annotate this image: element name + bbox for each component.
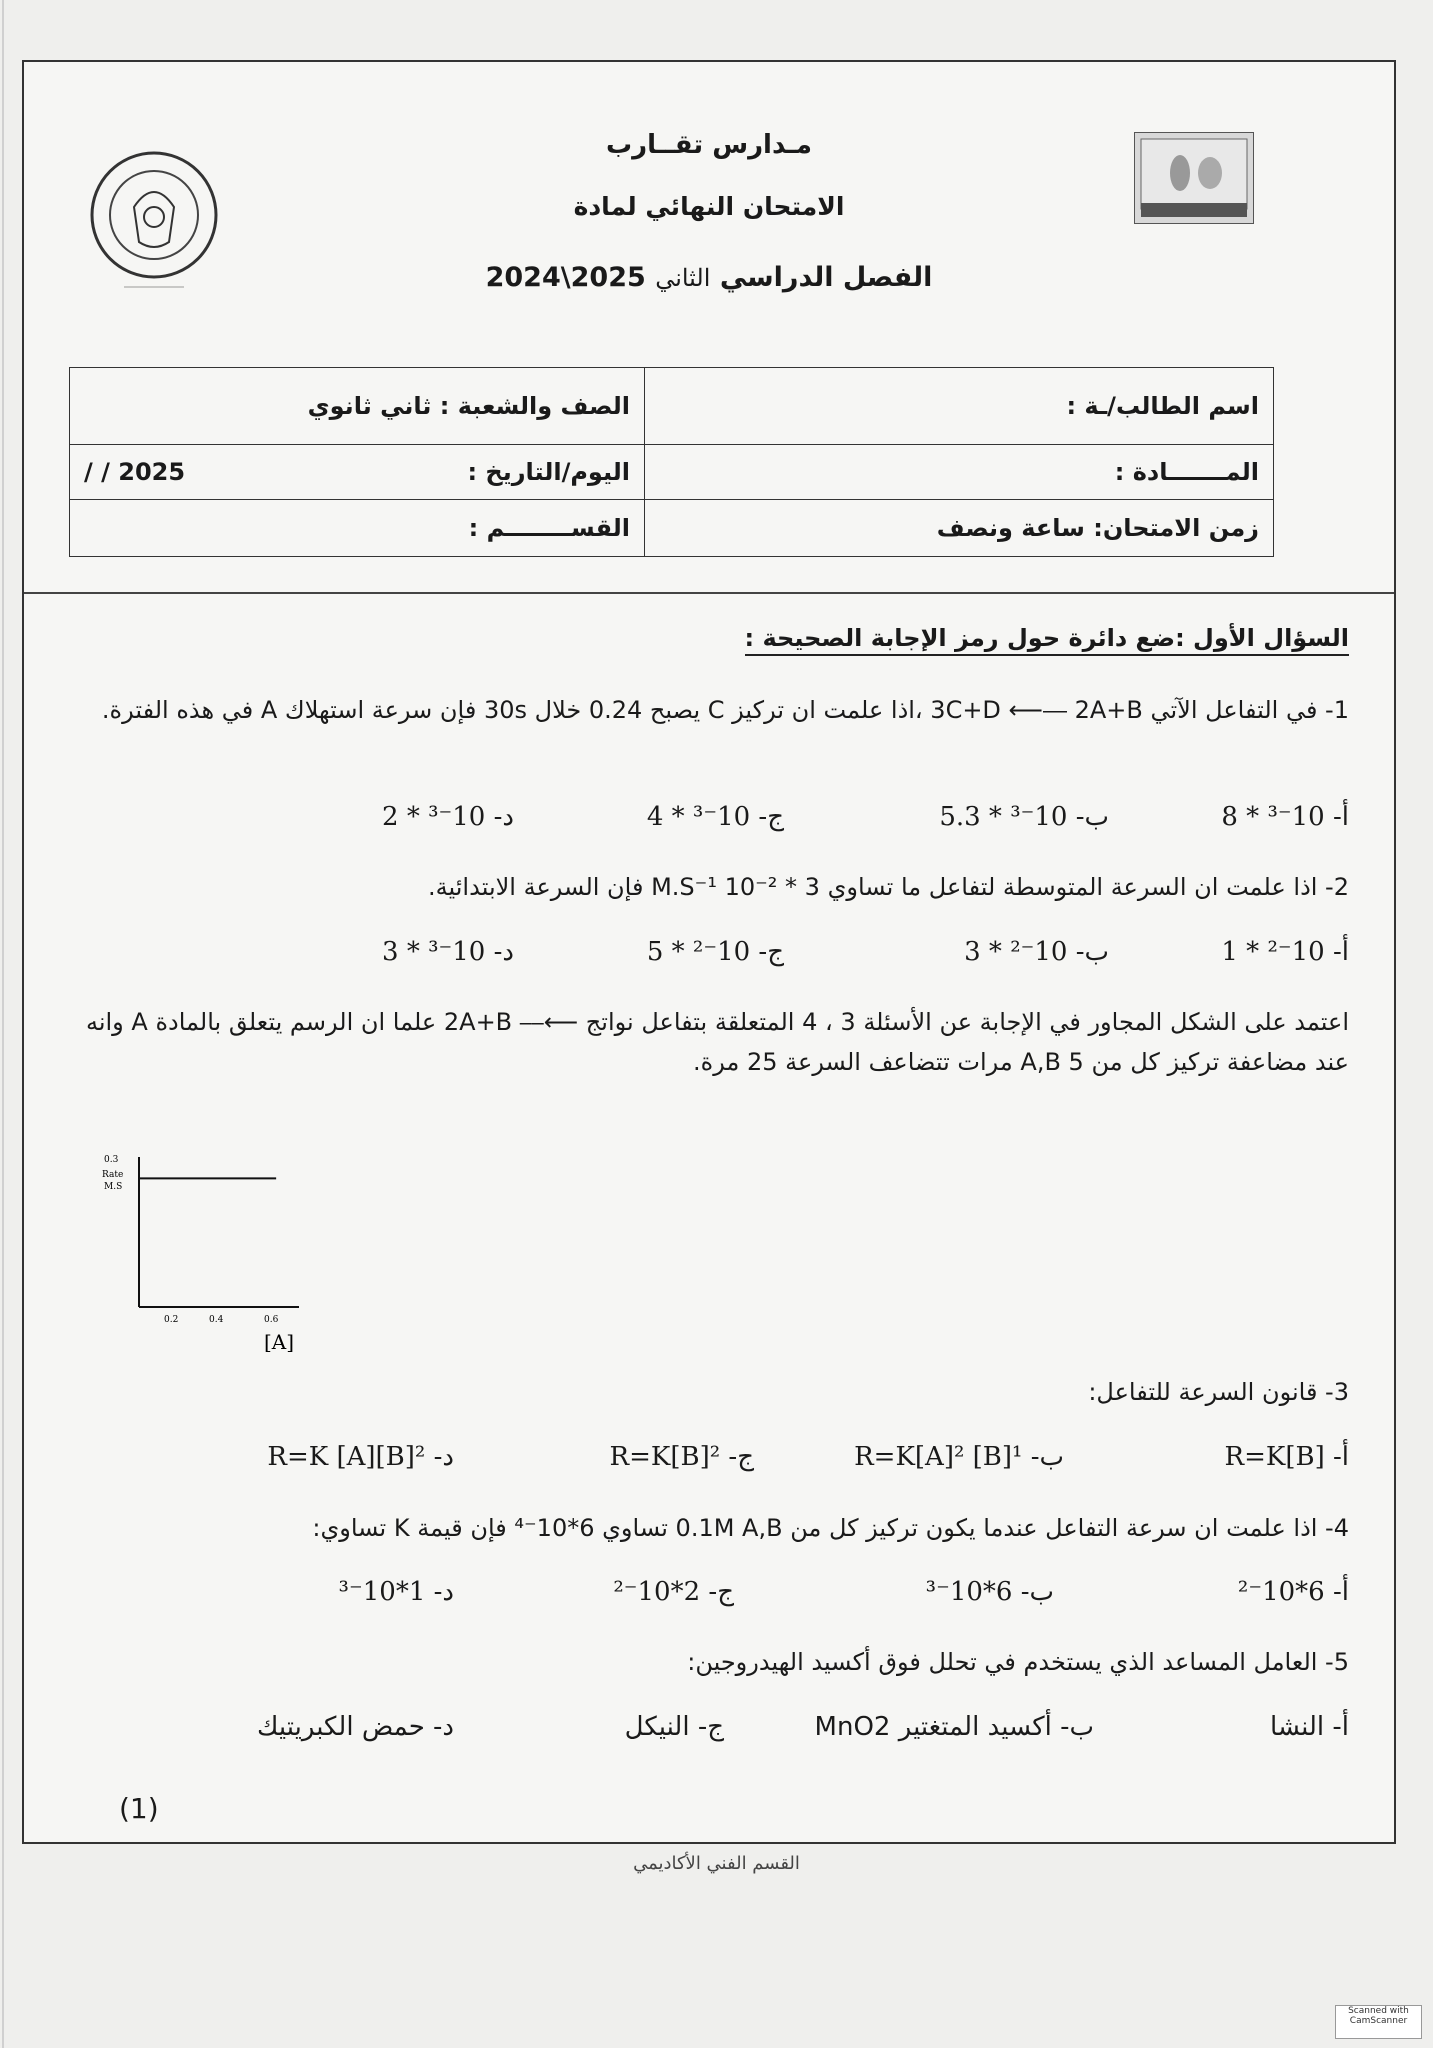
q2-option-c[interactable]: ج- 10⁻² * 5 [646,937,784,967]
q2-option-d[interactable]: د- 10⁻³ * 3 [382,937,514,967]
department-field[interactable]: القســــــــم : [70,500,645,557]
student-name-field[interactable]: اسم الطالب/ـة : [645,368,1274,445]
semester-handwritten: الثاني [655,264,711,292]
x-tick-label-2: 0.6 [264,1315,279,1325]
y-axis-label-unit: M.S [104,1182,123,1192]
q1-options [24,802,1394,842]
q4-option-b[interactable]: ب- 6*10⁻³ [925,1577,1054,1607]
q5-option-b[interactable]: ب- أكسيد المتغتير MnO2 [814,1712,1094,1742]
subject-field[interactable]: المـــــــادة : [645,445,1274,500]
semester-label: الفصل الدراسي [719,262,933,293]
x-tick-label-1: 0.4 [209,1315,224,1325]
x-tick-label-0: 0.2 [164,1315,179,1325]
q5-options [24,1712,1394,1752]
q3-options [24,1442,1394,1482]
q3-option-a[interactable]: أ- R=K[B] [1224,1442,1349,1472]
footer-text: القسم الفني الأكاديمي [633,1853,800,1874]
q5-option-c[interactable]: ج- النيكل [624,1712,724,1742]
semester-line [24,262,1394,293]
q3-option-c[interactable]: ج- R=K[B]² [609,1442,754,1472]
question-1-heading: السؤال الأول :ضع دائرة حول رمز الإجابة الصحيحة : [745,624,1349,656]
date-value: 2025 / / [84,458,186,487]
academic-year: 2025\2024 [485,262,646,293]
y-tick-label: 0.3 [104,1155,119,1165]
q2-text: 2- اذا علمت ان السرعة المتوسطة لتفاعل ما تساوي M.S⁻¹ 10⁻² * 3 فإن السرعة الابتدائية. [428,873,1349,901]
q2-options [24,937,1394,977]
exam-title: الامتحان النهائي لمادة [573,192,845,221]
date-field[interactable] [70,445,645,500]
q1-text: 1- في التفاعل الآتي 3C+D ⟵⎯⎯ 2A+B ،اذا علمت ان تركيز C يصبح 0.24 خلال 30s فإن سرعة استهلاك A في هذه الفترة. [101,696,1349,724]
exam-page [22,60,1396,1844]
q1-option-d[interactable]: د- 10⁻³ * 2 [382,802,514,832]
q3-text: 3- قانون السرعة للتفاعل: [1088,1378,1349,1406]
q4-option-a[interactable]: أ- 6*10⁻² [1237,1577,1349,1607]
graph-context-text: اعتمد على الشكل المجاور في الإجابة عن الأسئلة 3 ، 4 المتعلقة بتفاعل نواتج ⟵⎯⎯ 2A+B علما ان الرسم يتعلق بالمادة A وانه عند مضاعفة تركيز كل من A,B 5 مرات تتضاعف السرعة 25 مرة. [85,1008,1349,1076]
q5-text: 5- العامل المساعد الذي يستخدم في تحلل فوق أكسيد الهيدروجين: [687,1648,1349,1676]
header-divider [24,592,1394,594]
q4-text: 4- اذا علمت ان سرعة التفاعل عندما يكون تركيز كل من 0.1M A,B تساوي 6*10⁻⁴ فإن قيمة K تساوي: [312,1514,1349,1542]
school-name: مـدارس تقــارب [606,130,812,160]
q3-option-b[interactable]: ب- R=K[A]² [B]¹ [854,1442,1064,1472]
q1-option-b[interactable]: ب- 10⁻³ * 5.3 [939,802,1109,832]
y-axis-label-rate: Rate [102,1170,124,1180]
exam-duration: زمن الامتحان: ساعة ونصف [645,500,1274,557]
q5-option-a[interactable]: أ- النشا [1270,1712,1349,1742]
q1-option-a[interactable]: أ- 10⁻³ * 8 [1221,802,1349,832]
q3-option-d[interactable]: د- R=K [A][B]² [267,1442,454,1472]
date-label: اليوم/التاريخ : [467,458,630,487]
q4-option-d[interactable]: د- 1*10⁻³ [338,1577,454,1607]
scan-edge [2,0,4,2048]
q5-option-d[interactable]: د- حمض الكبريتيك [257,1712,454,1742]
page-number: (1) [119,1792,159,1825]
x-axis-label-handwritten: [A] [264,1330,295,1354]
rate-vs-concentration-graph [84,1147,304,1357]
q4-option-c[interactable]: ج- 2*10⁻² [613,1577,734,1607]
student-info-table [69,367,1274,557]
camscanner-badge: Scanned with CamScanner [1335,2005,1422,2039]
q1-option-c[interactable]: ج- 10⁻³ * 4 [646,802,784,832]
class-section-field: الصف والشعبة : ثاني ثانوي [70,368,645,445]
q4-options [24,1577,1394,1617]
q2-option-a[interactable]: أ- 10⁻² * 1 [1221,937,1349,967]
q2-option-b[interactable]: ب- 10⁻² * 3 [964,937,1109,967]
